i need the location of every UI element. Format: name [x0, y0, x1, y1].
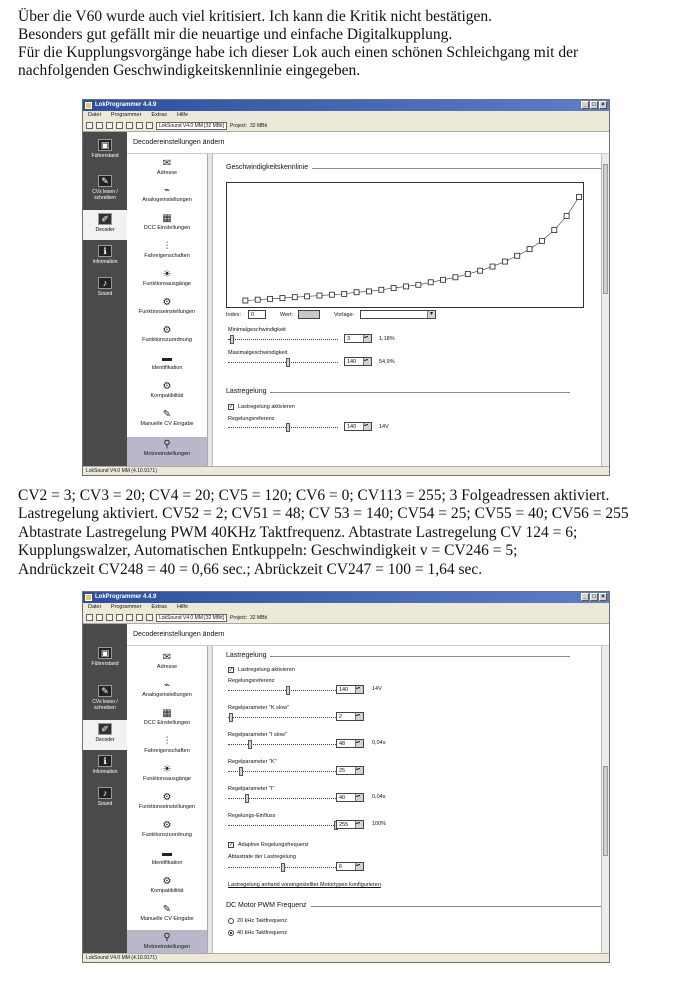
menu-hilfe[interactable]: Hilfe [177, 112, 189, 118]
regelungsreferenz-slider[interactable] [228, 422, 338, 432]
min-speed-spinner[interactable]: 3 ▴▾ [344, 334, 372, 343]
analog-icon: ⌁ [163, 185, 171, 196]
curve-point[interactable] [502, 259, 507, 264]
regelungsreferenz-unit: 14V [379, 424, 389, 430]
sub-label: Kompatibilität [150, 888, 184, 894]
curve-point[interactable] [404, 284, 409, 289]
sub-funktionsausgaenge[interactable] [127, 269, 207, 288]
sub-label: Funktionsausgänge [142, 281, 191, 287]
min-speed-label: Minimalgeschwindigkeit [228, 327, 286, 333]
adaptive-frequency-label: Adaptive Regelungsfrequenz [238, 842, 309, 848]
sub-adresse[interactable] [127, 158, 207, 177]
read-decoder-icon[interactable] [116, 614, 123, 621]
decoder-settings-list [127, 646, 213, 953]
sub-manuelle-cv[interactable] [127, 904, 207, 923]
sub-funktionszuordnung[interactable] [127, 325, 207, 344]
parameter-spinner[interactable]: 48 ▴▾ [336, 739, 364, 748]
gears-icon: ⚙ [162, 792, 172, 803]
menu-datei[interactable]: Datei [88, 112, 101, 118]
gears-icon: ⚙ [162, 820, 172, 831]
sub-label: Funktionsausgänge [142, 776, 191, 782]
nav-information[interactable] [83, 752, 127, 782]
slider-track [228, 362, 338, 363]
panel-scrollbar[interactable] [601, 154, 609, 466]
regelungsreferenz-spinner[interactable]: 140 ▴▾ [344, 422, 372, 431]
sub-funktionsausgaenge[interactable] [127, 764, 207, 783]
cv-icon: ✎ [98, 175, 112, 187]
curve-point[interactable] [515, 253, 520, 258]
save-icon[interactable] [106, 614, 113, 621]
list-scrollbar[interactable] [207, 646, 212, 953]
cab-icon: ▣ [98, 139, 112, 151]
settings-icon[interactable] [136, 614, 143, 621]
bulb-icon: ☀ [162, 269, 172, 280]
sub-label: Funktionszuordnung [142, 832, 192, 838]
configure-motor-types-link[interactable]: Lastregelung anhand voreingestellter Motortypen konfigurieren [228, 882, 381, 888]
sub-label: Motoreinstellungen [143, 944, 191, 950]
curve-point[interactable] [379, 287, 384, 292]
sub-label: Adresse [156, 664, 178, 670]
sub-label: Manuelle CV Eingabe [140, 916, 194, 922]
dcc-icon: ▦ [162, 213, 172, 224]
curve-point[interactable] [490, 264, 495, 269]
parameter-spinner[interactable]: 140 ▴▾ [336, 685, 364, 694]
nav-label: Sound [97, 291, 113, 297]
section-title-lastregelung: Lastregelung [226, 652, 267, 659]
lastregelung-checkbox[interactable]: ✓ [229, 404, 234, 410]
parameter-spinner[interactable]: 40 ▴▾ [336, 793, 364, 802]
info-icon: ℹ [98, 245, 112, 257]
sub-fahreigenschaften[interactable] [127, 736, 207, 755]
curve-point[interactable] [243, 298, 248, 303]
sound-icon: ♪ [98, 277, 112, 289]
app-icon [85, 102, 92, 109]
intro-line: nachfolgenden Geschwindigkeitskennlinie eingegeben. [18, 62, 361, 79]
curve-point[interactable] [465, 272, 470, 277]
curve-point[interactable] [317, 293, 322, 298]
motor-icon: ⚲ [163, 439, 171, 450]
slider-track [228, 744, 338, 745]
parameter-spinner[interactable]: 2 ▴▾ [336, 712, 364, 721]
slider-knob[interactable] [239, 767, 243, 776]
close-button[interactable]: × [599, 101, 607, 109]
menu-hilfe[interactable]: Hilfe [177, 604, 189, 610]
max-speed-label: Maximalgeschwindigkeit [228, 350, 288, 356]
settings-icon[interactable] [136, 122, 143, 129]
nav-decoder[interactable] [83, 720, 127, 750]
cv-settings-paragraph [18, 487, 629, 579]
curve-point[interactable] [564, 214, 569, 219]
parameter-label: Regelungsreferenz [228, 678, 275, 684]
slider-knob[interactable] [245, 794, 249, 803]
open-folder-icon[interactable] [96, 614, 103, 621]
pen-icon: ✎ [162, 904, 172, 915]
motor-icon: ⚲ [163, 932, 171, 943]
gears-icon: ⚙ [162, 876, 172, 887]
sound-icon: ♪ [98, 787, 112, 799]
main-navigation [83, 132, 127, 466]
cv-line: Lastregelung aktiviert. CV52 = 2; CV51 = 48; CV 53 = 140; CV54 = 25; CV55 = 40; CV56 = 255 [18, 505, 629, 523]
min-speed-slider[interactable] [228, 334, 338, 344]
sub-label: Manuelle CV Eingabe [140, 421, 194, 427]
chip-icon: ▬ [162, 848, 172, 859]
sub-manuelle-cv[interactable] [127, 409, 207, 428]
title-bar [83, 100, 609, 111]
menu-programmer[interactable]: Programmer [110, 112, 142, 118]
nav-information[interactable] [83, 242, 127, 272]
project-value: 32 MBit [250, 122, 267, 129]
curve-point[interactable] [527, 247, 532, 252]
gears-icon: ⚙ [162, 381, 172, 392]
nav-sound[interactable] [83, 784, 127, 814]
cv-line: Andrückzeit CV248 = 40 = 0,66 sec.; Abrückzeit CV247 = 100 = 1,64 sec. [18, 560, 483, 578]
nav-label: Information [92, 769, 118, 775]
sub-identifikation[interactable] [127, 848, 207, 867]
sub-label: Identifikation [151, 860, 183, 866]
lastregelung-checkbox-label: Lastregelung aktivieren [238, 404, 295, 410]
lokprogrammer-window-1 [82, 99, 610, 476]
sub-dcc[interactable] [127, 213, 207, 232]
slider-track [228, 717, 338, 718]
index-input[interactable]: 0 [248, 310, 266, 319]
nav-cvs-lesen[interactable] [83, 682, 127, 718]
page-header: Decodereinstellungen ändern [127, 624, 609, 646]
title-bar [83, 592, 609, 603]
gears-icon: ⚙ [162, 297, 172, 308]
curve-point[interactable] [354, 290, 359, 295]
minimize-button[interactable]: _ [581, 101, 589, 109]
project-value: 32 MBit [250, 614, 267, 621]
toolbar [83, 120, 609, 132]
sub-label: Motoreinstellungen [143, 451, 191, 457]
settings-panel [214, 154, 609, 466]
speed-curve-svg [227, 183, 585, 309]
decoder-icon: ✐ [98, 213, 112, 225]
wert-input[interactable] [298, 310, 320, 319]
decoder-type-select[interactable]: LokSound V4.0 MM [32 MBit] [156, 122, 227, 130]
sub-label: Funktionseinstellungen [138, 804, 196, 810]
section-title-lastregelung: Lastregelung [226, 388, 267, 395]
lastregelung-checkbox-label: Lastregelung aktivieren [238, 667, 295, 673]
sub-motoreinstellungen[interactable] [127, 437, 207, 466]
sub-funktionszuordnung[interactable] [127, 820, 207, 839]
parameter-slider[interactable] [228, 712, 338, 722]
curve-point[interactable] [552, 228, 557, 233]
envelope-icon: ✉ [162, 652, 172, 663]
settings-panel [214, 646, 609, 953]
menu-bar [83, 603, 609, 612]
nav-label: CVs lesen / schreiben [92, 699, 118, 711]
lokprogrammer-window-2 [82, 591, 610, 963]
slider-knob[interactable] [281, 863, 285, 872]
app-icon [85, 594, 92, 601]
vorlage-dropdown[interactable] [360, 310, 436, 319]
help-icon[interactable] [146, 122, 153, 129]
slider-track [228, 825, 338, 826]
sub-fahreigenschaften[interactable] [127, 241, 207, 260]
read-decoder-icon[interactable] [116, 122, 123, 129]
sub-label: Identifikation [151, 365, 183, 371]
gears-icon: ⚙ [162, 325, 172, 336]
curve-point[interactable] [478, 268, 483, 273]
sub-label: Kompatibilität [150, 393, 184, 399]
project-label: Project: [230, 122, 247, 129]
slider-track [228, 339, 338, 340]
slider-track [228, 771, 338, 772]
page-header: Decodereinstellungen ändern [127, 132, 609, 154]
parameter-slider[interactable] [228, 766, 338, 776]
section-title-curve: Geschwindigkeitskennlinie [226, 164, 309, 171]
nav-label: Führerstand [91, 153, 119, 159]
slider-knob[interactable] [286, 686, 290, 695]
menu-datei[interactable]: Datei [88, 604, 101, 610]
slider-knob[interactable] [229, 713, 233, 722]
sub-label: Fahreigenschaften [144, 253, 190, 259]
sub-label: Analogeinstellungen [142, 197, 192, 203]
vorlage-label: Vorlage: [334, 312, 355, 318]
parameter-slider[interactable] [228, 739, 338, 749]
bulb-icon: ☀ [162, 764, 172, 775]
curve-point[interactable] [329, 292, 334, 297]
adaptive-frequency-checkbox[interactable]: ✓ [229, 842, 234, 848]
section-title-pwm: DC Motor PWM Frequenz [226, 902, 307, 909]
curve-point[interactable] [305, 294, 310, 299]
menu-extras[interactable]: Extras [151, 112, 167, 118]
intro-line: Besonders gut gefällt mir die neuartige und einfache Digitalkupplung. [18, 26, 453, 43]
nav-label: Sound [97, 801, 113, 807]
panel-scrollbar[interactable] [601, 646, 609, 953]
sub-identifikation[interactable] [127, 353, 207, 372]
cv-line: CV2 = 3; CV3 = 20; CV4 = 20; CV5 = 120; CV6 = 0; CV113 = 255; 3 Folgeadressen aktiviert. [18, 487, 610, 504]
sub-funktionseinstellungen[interactable] [127, 792, 207, 811]
parameter-unit: 0,04s [372, 794, 386, 800]
nav-label: Decoder [95, 227, 115, 233]
curve-point[interactable] [441, 277, 446, 282]
slider-track [228, 690, 338, 691]
cv-icon: ✎ [98, 685, 112, 697]
maximize-button[interactable]: □ [590, 593, 598, 601]
cv-line: Kupplungswalzer, Automatischen Entkuppeln: Geschwindigkeit v = CV246 = 5; [18, 542, 518, 560]
parameter-spinner[interactable]: 255 ▴▾ [336, 820, 364, 829]
parameter-label: Regelungs-Einfluss [228, 813, 276, 819]
dcc-icon: ▦ [162, 708, 172, 719]
info-icon: ℹ [98, 755, 112, 767]
parameter-label: Regelparameter "K" [228, 759, 277, 765]
new-file-icon[interactable] [86, 614, 93, 621]
sub-analog[interactable] [127, 680, 207, 699]
chip-icon: ▬ [162, 353, 172, 364]
curve-point[interactable] [280, 296, 285, 301]
curve-point[interactable] [416, 282, 421, 287]
radio-40khz[interactable] [228, 930, 234, 936]
sliders-icon: ⫶ [165, 241, 169, 252]
decoder-icon: ✐ [98, 723, 112, 735]
parameter-label: Regelparameter "I slow" [228, 732, 287, 738]
curve-point[interactable] [453, 275, 458, 280]
sub-adresse[interactable] [127, 652, 207, 671]
lastregelung-checkbox[interactable]: ✓ [229, 667, 234, 673]
pen-icon: ✎ [162, 409, 172, 420]
scroll-thumb[interactable] [603, 766, 608, 856]
sub-label: Fahreigenschaften [144, 748, 190, 754]
intro-line: Für die Kupplungsvorgänge habe ich dieser Lok auch einen schönen Schleichgang mit der [18, 44, 579, 61]
speed-curve-chart[interactable] [226, 182, 584, 308]
toolbar [83, 612, 609, 624]
project-label: Project: [230, 614, 247, 621]
scroll-thumb[interactable] [603, 164, 608, 294]
curve-point[interactable] [391, 286, 396, 291]
analog-icon: ⌁ [163, 680, 171, 691]
nav-label: Information [92, 259, 118, 265]
curve-point[interactable] [292, 295, 297, 300]
main-navigation [83, 624, 127, 953]
parameter-unit: 100% [372, 821, 387, 827]
sub-label: Analogeinstellungen [142, 692, 192, 698]
nav-fuehrerstand[interactable] [83, 644, 127, 678]
parameter-spinner[interactable]: 25 ▴▾ [336, 766, 364, 775]
nav-sound[interactable] [83, 274, 127, 304]
slider-knob[interactable] [230, 335, 234, 344]
sub-dcc[interactable] [127, 708, 207, 727]
list-scrollbar[interactable] [207, 154, 212, 466]
curve-point[interactable] [342, 291, 347, 296]
abtastrate-spinner[interactable]: 6 ▴▾ [336, 862, 364, 871]
save-icon[interactable] [106, 122, 113, 129]
cab-icon: ▣ [98, 647, 112, 659]
abtastrate-label: Abtastrate der Lastregelung [228, 854, 296, 860]
regelungsreferenz-label: Regelungsreferenz [228, 416, 275, 422]
window-title: LokProgrammer 4.4.9 [95, 594, 157, 600]
menu-extras[interactable]: Extras [151, 604, 167, 610]
parameter-slider[interactable] [228, 820, 338, 830]
open-folder-icon[interactable] [96, 122, 103, 129]
sub-kompatibilitaet[interactable] [127, 381, 207, 400]
abtastrate-slider[interactable] [228, 862, 338, 872]
max-speed-slider[interactable] [228, 357, 338, 367]
nav-label: CVs lesen / schreiben [92, 189, 118, 201]
new-file-icon[interactable] [86, 122, 93, 129]
intro-paragraph [18, 8, 578, 80]
nav-decoder[interactable] [83, 210, 127, 240]
menu-programmer[interactable]: Programmer [110, 604, 142, 610]
status-bar: LokSound V4.0 MM (4.10.9171) [83, 466, 609, 475]
curve-point[interactable] [428, 280, 433, 285]
nav-label: Führerstand [91, 661, 119, 667]
max-speed-percent: 54,9% [379, 359, 395, 365]
window-title: LokProgrammer 4.4.9 [95, 102, 157, 108]
parameter-slider[interactable] [228, 793, 338, 803]
wert-label: Wert: [280, 312, 294, 318]
sub-label: Funktionszuordnung [142, 337, 192, 343]
write-decoder-icon[interactable] [126, 122, 133, 129]
radio-20khz-label: 20 kHz Taktfrequenz [237, 918, 288, 924]
parameter-slider[interactable] [228, 685, 338, 695]
curve-point[interactable] [366, 289, 371, 294]
nav-fuehrerstand[interactable] [83, 136, 127, 170]
index-label: Index: [226, 312, 241, 318]
decoder-settings-list [127, 154, 213, 466]
parameter-unit: 14V [372, 686, 382, 692]
help-icon[interactable] [146, 614, 153, 621]
min-speed-percent: 1,18% [379, 336, 395, 342]
status-bar: LokSound V4.0 MM (4.10.9171) [83, 953, 609, 962]
max-speed-spinner[interactable]: 140 ▴▾ [344, 357, 372, 366]
decoder-type-select[interactable]: LokSound V4.0 MM [32 MBit] [156, 614, 227, 622]
radio-20khz[interactable] [228, 918, 234, 924]
curve-point[interactable] [268, 296, 273, 301]
slider-knob[interactable] [248, 740, 252, 749]
sub-label: DCC Einstellungen [143, 225, 191, 231]
envelope-icon: ✉ [162, 158, 172, 169]
parameter-unit: 0,04s [372, 740, 386, 746]
sub-motoreinstellungen[interactable] [127, 930, 207, 953]
sub-label: Adresse [156, 170, 178, 176]
slider-track [228, 427, 338, 428]
menu-bar [83, 111, 609, 120]
maximize-button[interactable]: □ [590, 101, 598, 109]
sliders-icon: ⫶ [165, 736, 169, 747]
slider-knob[interactable] [286, 358, 290, 367]
nav-cvs-lesen[interactable] [83, 172, 127, 208]
intro-line: Über die V60 wurde auch viel kritisiert. Ich kann die Kritik nicht bestätigen. [18, 8, 493, 25]
nav-label: Decoder [95, 737, 115, 743]
sub-label: Funktionseinstellungen [138, 309, 196, 315]
sub-funktionseinstellungen[interactable] [127, 297, 207, 316]
parameter-label: Regelparameter "K slow" [228, 705, 290, 711]
curve-point[interactable] [539, 238, 544, 243]
write-decoder-icon[interactable] [126, 614, 133, 621]
curve-point[interactable] [577, 194, 582, 199]
minimize-button[interactable]: _ [581, 593, 589, 601]
curve-point[interactable] [255, 297, 260, 302]
parameter-label: Regelparameter "I" [228, 786, 275, 792]
radio-40khz-label: 40 kHz Taktfrequenz [237, 930, 288, 936]
close-button[interactable]: × [599, 593, 607, 601]
sub-analog[interactable] [127, 185, 207, 204]
slider-knob[interactable] [286, 423, 290, 432]
sub-kompatibilitaet[interactable] [127, 876, 207, 895]
sub-label: DCC Einstellungen [143, 720, 191, 726]
cv-line: Abtastrate Lastregelung PWM 40KHz Taktfrequenz. Abtastrate Lastregelung CV 124 = 6; [18, 523, 578, 541]
